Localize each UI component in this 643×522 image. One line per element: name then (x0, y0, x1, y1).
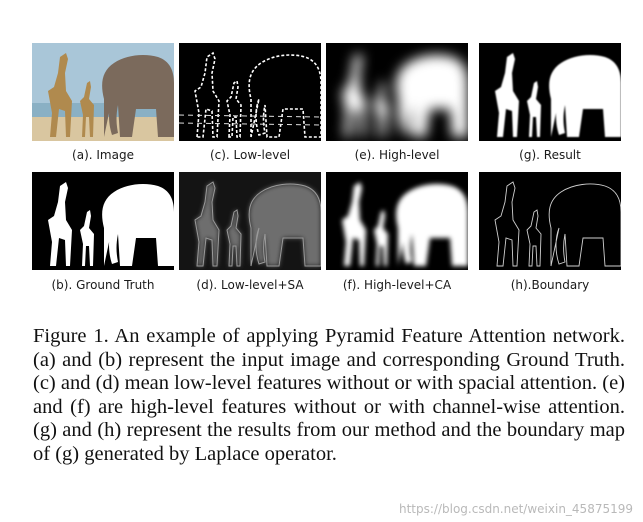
ground-truth-mask-icon (32, 172, 174, 270)
panel-a-image (32, 43, 174, 141)
panel-h-boundary (479, 172, 621, 270)
panel-c-label: (c). Low-level (209, 148, 291, 162)
high-level-ca-feature-icon (326, 172, 468, 270)
panel-d-label: (d). Low-level+SA (196, 278, 304, 292)
panel-b-label: (b). Ground Truth (51, 278, 155, 292)
result-mask-icon (479, 43, 621, 141)
panel-c-low-level (179, 43, 321, 141)
boundary-map-icon (479, 172, 621, 270)
panel-e-label: (e). High-level (354, 148, 440, 162)
panel-h-label: (h).Boundary (510, 278, 590, 292)
watermark-url: https://blog.csdn.net/weixin_45875199 (398, 502, 633, 516)
low-level-feature-icon (179, 43, 321, 141)
panel-g-label: (g). Result (519, 148, 581, 162)
panel-a-label: (a). Image (72, 148, 134, 162)
figure-caption: Figure 1. An example of applying Pyramid Feature Attention network.(a) and (b) represent the input image and corresponding Ground Truth. (c) and (d) mean low-level features without or with spacial attention. (e) and (f) are high-level features without or with channel-wise attention. (g) and (h) represent the results from our method and the boundary map of (g) generated by Laplace operator. (33, 325, 625, 465)
high-level-feature-icon (326, 43, 468, 141)
panel-d-low-level-sa (179, 172, 321, 270)
panel-e-high-level (326, 43, 468, 141)
panel-f-high-level-ca (326, 172, 468, 270)
panel-b-ground-truth (32, 172, 174, 270)
panel-f-label: (f). High-level+CA (342, 278, 452, 292)
panel-g-result (479, 43, 621, 141)
low-level-sa-feature-icon (179, 172, 321, 270)
photo-image-icon (32, 43, 174, 141)
